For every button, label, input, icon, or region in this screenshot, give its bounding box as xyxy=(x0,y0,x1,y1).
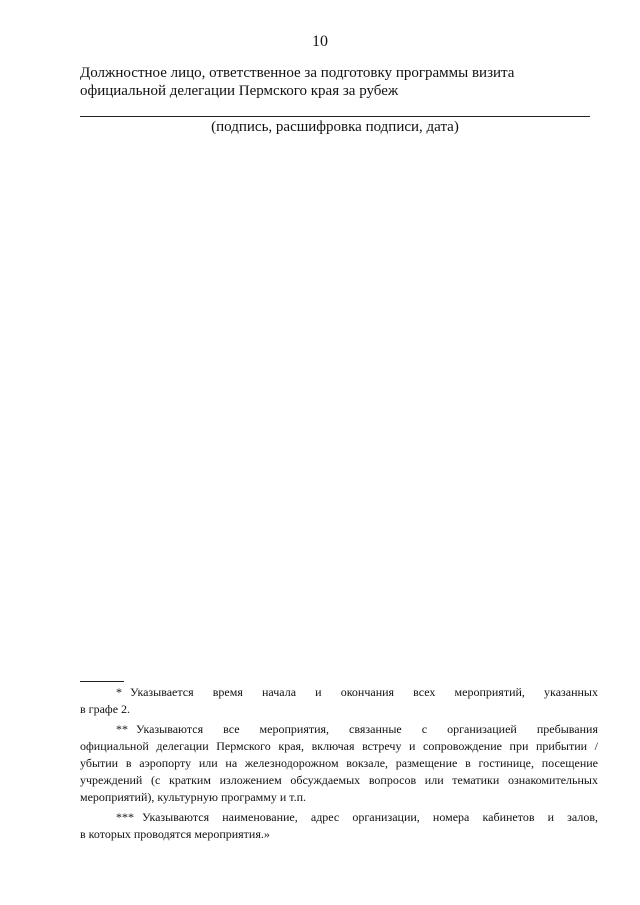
page-number: 10 xyxy=(312,33,328,50)
footnote-2-marker: ** xyxy=(116,722,128,736)
footnote-3 xyxy=(80,809,598,843)
footnote-2-line-1 xyxy=(80,721,598,738)
footnote-3-text-1: Указываются наименование, адрес организации, номера кабинетов и залов, xyxy=(142,810,598,824)
footnote-2-line-4: учреждений (с кратким изложением обсуждаемых вопросов или тематики ознакомительных xyxy=(80,773,598,787)
footnote-separator xyxy=(80,681,124,682)
footnote-2 xyxy=(80,721,598,806)
footnote-1-marker: * xyxy=(116,685,122,699)
footnote-3-line-1 xyxy=(80,809,598,826)
footnote-2-line-5: мероприятий), культурную программу и т.п. xyxy=(80,790,307,804)
footnote-1-text-1: Указывается время начала и окончания всех мероприятий, указанных xyxy=(130,685,598,699)
signature-caption: (подпись, расшифровка подписи, дата) xyxy=(211,119,459,135)
signature-line xyxy=(80,116,590,117)
footnote-2-line-2: официальной делегации Пермского края, включая встречу и сопровождение при прибытии / xyxy=(80,739,598,753)
footnote-3-line-2: в которых проводятся мероприятия.» xyxy=(80,827,270,841)
footnote-2-line-3: убытии в аэропорту или на железнодорожном вокзале, размещение в гостинице, посещение xyxy=(80,756,598,770)
footnote-2-text-1: Указываются все мероприятия, связанные с организацией пребывания xyxy=(136,722,598,736)
footnote-3-marker: *** xyxy=(116,810,134,824)
footnote-1 xyxy=(80,684,598,718)
footnote-1-line-2: в графе 2. xyxy=(80,702,131,716)
responsible-person-label xyxy=(80,64,580,100)
footnotes xyxy=(80,684,598,846)
responsible-person-line-2: официальной делегации Пермского края за рубеж xyxy=(80,83,399,99)
footnote-1-line-1 xyxy=(80,684,598,701)
responsible-person-line-1: Должностное лицо, ответственное за подготовку программы визита xyxy=(80,65,515,81)
